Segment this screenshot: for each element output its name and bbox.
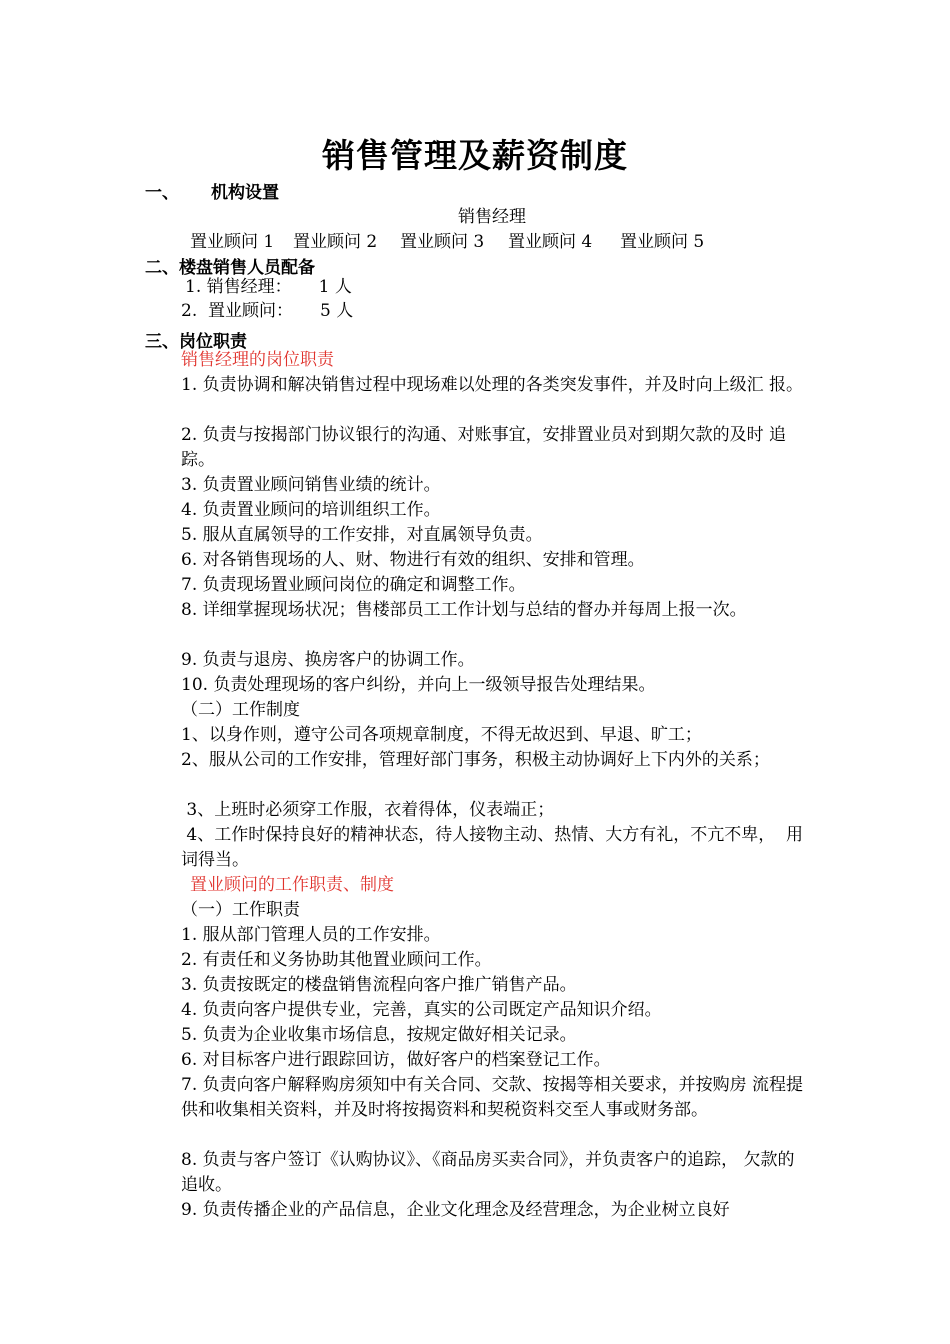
advisor-duty-4: 4. 负责向客户提供专业，完善，真实的公司既定产品知识介绍。 — [181, 1000, 662, 1020]
section-heading-staffing: 二、楼盘销售人员配备 — [145, 258, 315, 278]
page-title: 销售管理及薪资制度 — [322, 136, 628, 175]
manager-duty-5: 5. 服从直属领导的工作安排，对直属领导负责。 — [181, 525, 543, 545]
org-advisor-3: 置业顾问 3 — [400, 232, 485, 252]
advisor-duty-1: 1. 服从部门管理人员的工作安排。 — [181, 925, 441, 945]
manager-duty-1: 1. 负责协调和解决销售过程中现场难以处理的各类突发事件，并及时向上级汇 报。 — [181, 375, 804, 395]
manager-duty-6: 6. 对各销售现场的人、财、物进行有效的组织、安排和管理。 — [181, 550, 645, 570]
manager-rule-4: 4、工作时保持良好的精神状态，待人接物主动、热情、大方有礼，不亢不卑， 用词得当。 — [181, 825, 804, 870]
manager-duties-title: 销售经理的岗位职责 — [181, 350, 334, 370]
manager-duty-9: 9. 负责与退房、换房客户的协调工作。 — [181, 650, 475, 670]
manager-duty-2: 2. 负责与按揭部门协议银行的沟通、对账事宜，安排置业员对到期欠款的及时 追踪。 — [181, 425, 787, 470]
advisor-duty-8: 8. 负责与客户签订《认购协议》、《商品房买卖合同》，并负责客户的追踪， 欠款的追收。 — [181, 1150, 795, 1195]
advisor-duty-6: 6. 对目标客户进行跟踪回访，做好客户的档案登记工作。 — [181, 1050, 611, 1070]
section-number: 一、 — [145, 183, 179, 203]
manager-rule-2: 2、服从公司的工作安排，管理好部门事务，积极主动协调好上下内外的关系； — [181, 750, 770, 770]
org-advisor-4: 置业顾问 4 — [508, 232, 593, 252]
advisor-duty-5: 5. 负责为企业收集市场信息，按规定做好相关记录。 — [181, 1025, 577, 1045]
manager-duty-4: 4. 负责置业顾问的培训组织工作。 — [181, 500, 441, 520]
section-heading-org — [145, 178, 279, 203]
advisor-duty-9: 9. 负责传播企业的产品信息，企业文化理念及经营理念，为企业树立良好 — [181, 1200, 730, 1220]
org-advisor-2: 置业顾问 2 — [293, 232, 378, 252]
manager-rules-title: （二）工作制度 — [181, 700, 300, 720]
section-label: 机构设置 — [211, 183, 279, 203]
advisor-duty-2: 2. 有责任和义务协助其他置业顾问工作。 — [181, 950, 492, 970]
org-advisor-5: 置业顾问 5 — [620, 232, 705, 252]
manager-duty-3: 3. 负责置业顾问销售业绩的统计。 — [181, 475, 441, 495]
org-top-position: 销售经理 — [458, 207, 526, 227]
manager-rule-1: 1、以身作则，遵守公司各项规章制度，不得无故迟到、早退、旷工； — [181, 725, 702, 745]
manager-duty-8: 8. 详细掌握现场状况；售楼部员工工作计划与总结的督办并每周上报一次。 — [181, 600, 747, 620]
staffing-item-manager: 1. 销售经理： 1 人 — [185, 277, 352, 297]
manager-rule-3: 3、上班时必须穿工作服，衣着得体，仪表端正； — [181, 800, 555, 820]
advisor-duties-subtitle: （一）工作职责 — [181, 900, 300, 920]
manager-duty-10: 10. 负责处理现场的客户纠纷，并向上一级领导报告处理结果。 — [181, 675, 656, 695]
advisor-duty-3: 3. 负责按既定的楼盘销售流程向客户推广销售产品。 — [181, 975, 577, 995]
section-heading-duties: 三、岗位职责 — [145, 332, 247, 352]
advisor-duties-title: 置业顾问的工作职责、制度 — [190, 875, 394, 895]
org-advisor-1: 置业顾问 1 — [190, 232, 275, 252]
manager-duty-7: 7. 负责现场置业顾问岗位的确定和调整工作。 — [181, 575, 526, 595]
advisor-duty-7: 7. 负责向客户解释购房须知中有关合同、交款、按揭等相关要求，并按购房 流程提供和收集相关资料，并及时将按揭资料和契税资料交至人事或财务部。 — [181, 1075, 804, 1120]
staffing-item-advisors: 2. 置业顾问： 5 人 — [181, 301, 354, 321]
